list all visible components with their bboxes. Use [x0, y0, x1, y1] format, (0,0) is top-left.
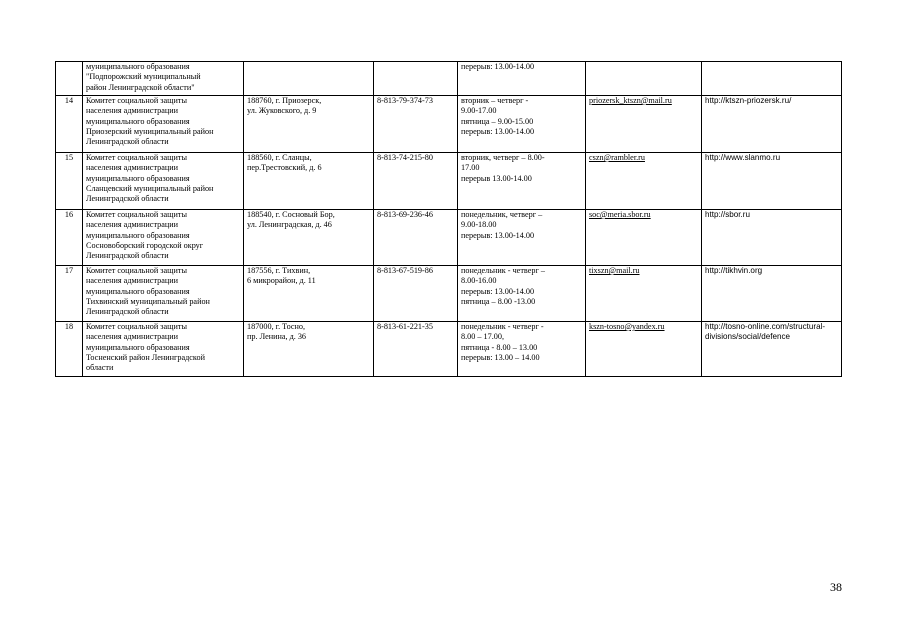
organization-name-line: район Ленинградской области": [86, 82, 195, 92]
organization-name-line: Комитет социальной защиты: [86, 210, 187, 219]
website-cell: [702, 62, 842, 96]
address-cell-line: 187556, г. Тихвин,: [247, 266, 311, 275]
hours-cell: [458, 96, 586, 153]
address-cell: [244, 62, 374, 96]
organization-name-line: Ленинградской области: [86, 137, 169, 147]
organization-name: [83, 210, 244, 266]
organization-name: [83, 62, 244, 96]
hours-cell-line: 9.00-18.00: [461, 220, 497, 230]
address-cell-line: 187000, г. Тосно,: [247, 322, 306, 331]
organization-name-line: населения администрации: [86, 163, 178, 173]
phone-cell: [374, 62, 458, 96]
organization-name-line: населения администрации: [86, 276, 178, 286]
organization-name-line: "Подпорожский муниципальный: [86, 72, 201, 82]
table-row: [56, 210, 842, 266]
email-link: [586, 62, 702, 96]
row-number: 14: [56, 96, 83, 153]
organization-name-line: Ленинградской области: [86, 251, 169, 261]
address-cell: [244, 210, 374, 266]
hours-cell-line: понедельник - четверг -: [461, 322, 544, 331]
hours-cell-line: 8.00-16.00: [461, 276, 497, 286]
hours-cell: [458, 210, 586, 266]
organization-name-line: Приозерский муниципальный район: [86, 126, 214, 136]
website-cell-line: http://sbor.ru: [705, 210, 750, 219]
table-row: [56, 266, 842, 322]
website-cell[interactable]: [702, 210, 842, 266]
hours-cell-line: перерыв: 13.00-14.00: [461, 62, 535, 71]
hours-cell-line: понедельник - четверг –: [461, 266, 545, 275]
table-row: [56, 96, 842, 153]
phone-cell: 8-813-69-236-46: [374, 210, 458, 266]
phone-cell: 8-813-74-215-80: [374, 153, 458, 210]
table-row: [56, 322, 842, 377]
hours-cell-line: перерыв: 13.00-14.00: [461, 230, 535, 240]
table-body: [56, 62, 842, 377]
organization-name-line: муниципального образования: [86, 286, 190, 296]
hours-cell-line: вторник – четверг -: [461, 96, 529, 105]
organization-name-line: населения администрации: [86, 220, 178, 230]
website-cell-line: divisions/social/defence: [705, 332, 791, 342]
row-number: 18: [56, 322, 83, 377]
organization-name-line: муниципального образования: [86, 230, 190, 240]
address-cell: [244, 153, 374, 210]
organization-name-line: населения администрации: [86, 106, 178, 116]
row-number: [56, 62, 83, 96]
address-cell-line: 6 микрорайон, д. 11: [247, 276, 316, 286]
organization-name: [83, 153, 244, 210]
hours-cell: [458, 322, 586, 377]
address-cell-line: 188540, г. Сосновый Бор,: [247, 210, 335, 219]
hours-cell-line: вторник, четверг – 8.00-: [461, 153, 545, 162]
website-cell-line: http://tosno-online.com/structural-: [705, 322, 826, 331]
organization-name: [83, 266, 244, 322]
website-cell[interactable]: [702, 153, 842, 210]
phone-cell: 8-813-67-519-86: [374, 266, 458, 322]
email-link[interactable]: soc@meria.sbor.ru: [586, 210, 702, 266]
website-cell-line: http://tikhvin.org: [705, 266, 763, 275]
website-cell-line: http://ktszn-priozersk.ru/: [705, 96, 792, 105]
organization-name-line: муниципального образования: [86, 116, 190, 126]
hours-cell-line: 9.00-17.00: [461, 106, 497, 116]
hours-cell: [458, 266, 586, 322]
organization-name: [83, 322, 244, 377]
hours-cell-line: пятница – 9.00-15.00: [461, 116, 534, 126]
email-link[interactable]: kszn-tosno@yandex.ru: [586, 322, 702, 377]
address-cell: [244, 266, 374, 322]
organization-name-line: населения администрации: [86, 332, 178, 342]
organization-name-line: Комитет социальной защиты: [86, 96, 187, 105]
address-cell-line: 188560, г. Сланцы,: [247, 153, 312, 162]
email-link[interactable]: tixszn@mail.ru: [586, 266, 702, 322]
email-link[interactable]: cszn@rambler.ru: [586, 153, 702, 210]
organization-name-line: муниципального образования: [86, 62, 190, 71]
phone-cell: 8-813-79-374-73: [374, 96, 458, 153]
hours-cell-line: пятница - 8.00 – 13.00: [461, 342, 538, 352]
address-cell-line: ул. Ленинградская, д. 46: [247, 220, 332, 230]
page-number: 38: [830, 580, 842, 594]
organization-name-line: Сосновоборский городской округ: [86, 240, 204, 250]
address-cell-line: ул. Жуковского, д. 9: [247, 106, 317, 116]
organization-name-line: Тихвинский муниципальный район: [86, 296, 210, 306]
table-row: [56, 153, 842, 210]
organization-name-line: муниципального образования: [86, 342, 190, 352]
phone-cell: 8-813-61-221-35: [374, 322, 458, 377]
hours-cell-line: перерыв: 13.00 – 14.00: [461, 352, 540, 362]
hours-cell-line: 17.00: [461, 163, 480, 173]
contacts-table: [55, 61, 842, 377]
organization-name-line: Комитет социальной защиты: [86, 322, 187, 331]
hours-cell-line: перерыв: 13.00-14.00: [461, 286, 535, 296]
website-cell-line: http://www.slanmo.ru: [705, 153, 781, 162]
organization-name-line: Комитет социальной защиты: [86, 153, 187, 162]
website-cell[interactable]: [702, 322, 842, 377]
organization-name-line: Ленинградской области: [86, 194, 169, 204]
organization-name-line: муниципального образования: [86, 173, 190, 183]
organization-name-line: области: [86, 363, 114, 373]
address-cell: [244, 96, 374, 153]
address-cell: [244, 322, 374, 377]
row-number: 17: [56, 266, 83, 322]
row-number: 16: [56, 210, 83, 266]
organization-name-line: Комитет социальной защиты: [86, 266, 187, 275]
table-row: [56, 62, 842, 96]
hours-cell-line: перерыв 13.00-14.00: [461, 173, 532, 183]
website-cell[interactable]: [702, 266, 842, 322]
hours-cell-line: перерыв: 13.00-14.00: [461, 126, 535, 136]
hours-cell-line: 8.00 – 17.00,: [461, 332, 504, 342]
hours-cell-line: понедельник, четверг –: [461, 210, 543, 219]
website-cell[interactable]: [702, 96, 842, 153]
organization-name: [83, 96, 244, 153]
organization-name-line: Тосненский район Ленинградской: [86, 352, 205, 362]
hours-cell: [458, 153, 586, 210]
email-link[interactable]: priozersk_ktszn@mail.ru: [586, 96, 702, 153]
address-cell-line: пр. Ленина, д. 36: [247, 332, 307, 342]
organization-name-line: Сланцевский муниципальный район: [86, 183, 214, 193]
row-number: 15: [56, 153, 83, 210]
hours-cell-line: пятница – 8.00 -13.00: [461, 296, 536, 306]
address-cell-line: пер.Трестовский, д. 6: [247, 163, 322, 173]
hours-cell: [458, 62, 586, 96]
organization-name-line: Ленинградской области: [86, 307, 169, 317]
address-cell-line: 188760, г. Приозерск,: [247, 96, 322, 105]
